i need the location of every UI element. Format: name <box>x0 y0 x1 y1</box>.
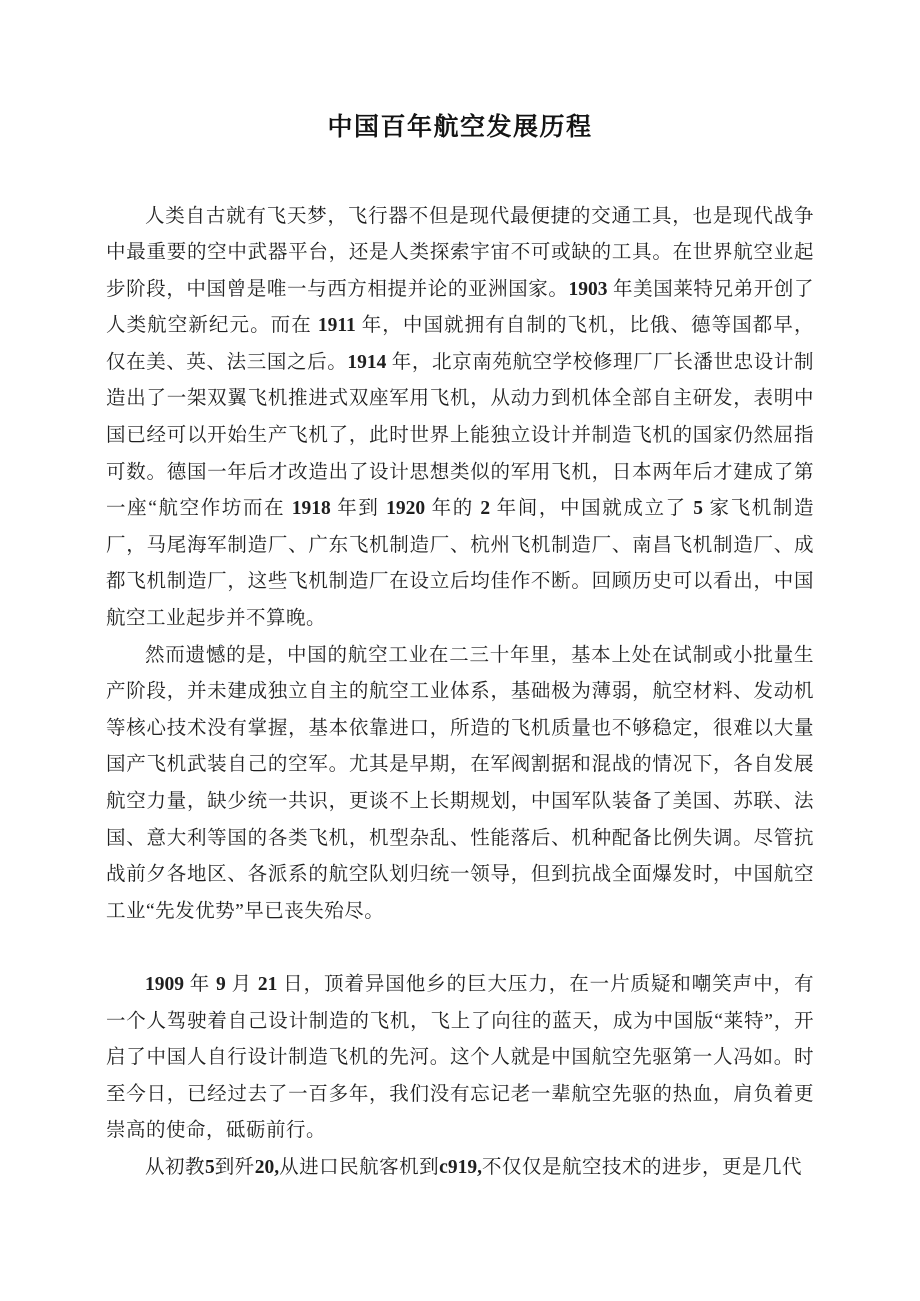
emphasized-run: 5 <box>693 498 703 520</box>
text-run: 年到 <box>330 498 387 520</box>
para-3 <box>106 967 814 1150</box>
para-2 <box>106 638 814 931</box>
emphasized-run: c919, <box>439 1156 482 1178</box>
emphasized-run: 1914 <box>347 351 387 373</box>
emphasized-run: 5 <box>205 1156 215 1178</box>
emphasized-run: 2 <box>480 498 491 520</box>
text-run: 年 <box>184 973 217 995</box>
text-run: 人类自古就有飞天梦，飞行器不但是现代最便捷的交通工具，也是现代战争中最重要的空中武器平台，还是人类探索宇宙不可或缺的工具。在世界航空业起步阶段，中国曾是唯一与西方相提并论的亚洲国家。 <box>106 205 814 300</box>
emphasized-run: 1903 <box>568 278 608 300</box>
text-run: 年美国莱特兄弟开创了人类航空新纪元。而在 <box>106 278 814 337</box>
emphasized-run: 1920 <box>386 498 426 520</box>
text-run: 年，中国就拥有自制的飞机，比俄、德等国都早，仅在美、英、法三国之后。 <box>106 315 814 373</box>
emphasized-run: 1918 <box>291 498 331 520</box>
text-run: 月 <box>225 973 258 995</box>
text-run: 不仅仅是航空技术的进步，更是几代 <box>481 1156 802 1178</box>
emphasized-run: 1909 <box>145 973 184 995</box>
document-content <box>106 0 814 1187</box>
text-run: 家飞机制造厂，马尾海军制造厂、广东飞机制造厂、杭州飞机制造厂、南昌飞机制造厂、成都飞机制造厂，这些飞机制造厂在设立后均佳作不断。回顾历史可以看出，中国航空工业起步并不算晚。 <box>106 498 814 630</box>
para-4 <box>106 1150 814 1187</box>
emphasized-run: 1911 <box>317 315 356 337</box>
emphasized-run: 21 <box>257 973 278 995</box>
page-title: 中国百年航空发展历程 <box>327 114 593 141</box>
text-run: 到歼 <box>214 1156 255 1178</box>
paragraph-spacer <box>106 930 814 967</box>
text-run: 从初教 <box>145 1156 206 1178</box>
text-run: 年间，中国就成立了 <box>490 498 694 520</box>
emphasized-run: 20, <box>254 1156 280 1178</box>
text-run: 日，顶着异国他乡的巨大压力，在一片质疑和嘲笑声中，有一个人驾驶着自己设计制造的飞机，飞上了向往的蓝天，成为中国版“莱特”，开启了中国人自行设计制造飞机的先河。这个人就是中国航空先驱第一人冯如。时至今日，已经过去了一百多年，我们没有忘记老一辈航空先驱的热血，肩负着更崇高的使命，砥砺前行。 <box>106 973 814 1142</box>
para-1 <box>106 199 814 638</box>
text-run: 年的 <box>425 498 481 520</box>
emphasized-run: 9 <box>216 973 226 995</box>
text-run: 年，北京南苑航空学校修理厂厂长潘世忠设计制造出了一架双翼飞机推进式双座军用飞机，从动力到机体全部自主研发，表明中国已经可以开始生产飞机了，此时世界上能独立设计并制造飞机的国家仍然屈指可数。德国一年后才改造出了设计思想类似的军用飞机，日本两年后才建成了第一座“航空作坊而在 <box>106 351 814 520</box>
document-body <box>106 199 814 1187</box>
text-run: 然而遗憾的是，中国的航空工业在二三十年里，基本上处在试制或小批量生产阶段，并未建成独立自主的航空工业体系，基础极为薄弱，航空材料、发动机等核心技术没有掌握，基本依靠进口，所造的飞机质量也不够稳定，很难以大量国产飞机武装自己的空军。尤其是早期，在军阀割据和混战的情况下，各自发展航空力量，缺少统一共识，更谈不上长期规划，中国军队装备了美国、苏联、法国、意大利等国的各类飞机，机型杂乱、性能落后、机种配备比例失调。尽管抗战前夕各地区、各派系的航空队划归统一领导，但到抗战全面爆发时，中国航空工业“先发优势”早已丧失殆尽。 <box>106 644 814 922</box>
text-run: 从进口民航客机到 <box>279 1156 440 1178</box>
